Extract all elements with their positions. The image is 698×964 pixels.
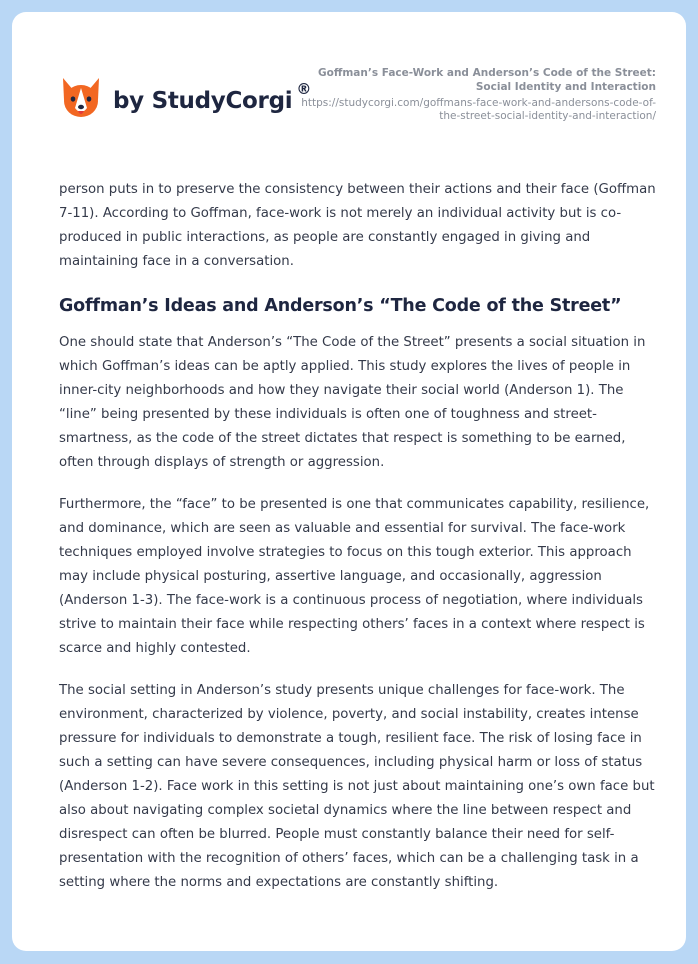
body-paragraph-2: Furthermore, the “face” to be presented is one that communicates capability, resilience, and dominance, which are seen as valuable and essential for survival. The face-work techniques employed involve strategies to focus on this tough exterior. This approach may include physical posturing, assertive language, and occasionally, aggression (Anderson 1-3). The face-work is a continuous process of negotiation, where individuals strive to maintain their face while respecting others’ faces in a context where respect is scarce and highly contested.	[59, 497, 650, 656]
article-content	[59, 178, 659, 913]
source-title: Goffman’s Face-Work and Anderson’s Code of the Street: Social Identity and Interaction	[318, 67, 656, 93]
body-paragraph-1: One should state that Anderson’s “The Code of the Street” presents a social situation in which Goffman’s ideas can be aptly applied. This study explores the lives of people in inner-city neighborhoods and how they navigate their social world (Anderson 1). The “line” being presented by these individuals is often one of toughness and street-smartness, as the code of the street dictates that respect is something to be earned, often through displays of strength or aggression.	[59, 335, 646, 470]
section-heading: Goffman’s Ideas and Anderson’s “The Code of the Street”	[59, 296, 622, 316]
registered-mark: ®	[296, 80, 312, 98]
corgi-logo-icon	[60, 76, 102, 122]
body-paragraph-3: The social setting in Anderson’s study presents unique challenges for face-work. The environment, characterized by violence, poverty, and social instability, creates intense pressure for individuals to demonstrate a tough, resilient face. The risk of losing face in such a setting can have severe consequences, including physical harm or loss of status (Anderson 1-2). Face work in this setting is not just about maintaining one’s own face but also about navigating complex societal dynamics where the line between respect and disrespect can often be blurred. People must constantly balance their need for self-presentation with the recognition of others’ faces, which can be a challenging task in a setting where the norms and expectations are constantly shifting.	[59, 683, 655, 890]
studycorgi-logo[interactable]	[60, 76, 311, 122]
source-block	[296, 66, 656, 123]
source-url[interactable]: https://studycorgi.com/goffmans-face-work-and-andersons-code-of-the-street-social-identity-and-interaction/	[301, 97, 656, 122]
document-page	[12, 12, 686, 951]
brand-name: by StudyCorgi	[113, 88, 293, 114]
intro-paragraph: person puts in to preserve the consistency between their actions and their face (Goffman 7-11). According to Goffman, face-work is not merely an individual activity but is co-produced in public interactions, as people are constantly engaged in giving and maintaining face in a conversation.	[59, 182, 656, 269]
